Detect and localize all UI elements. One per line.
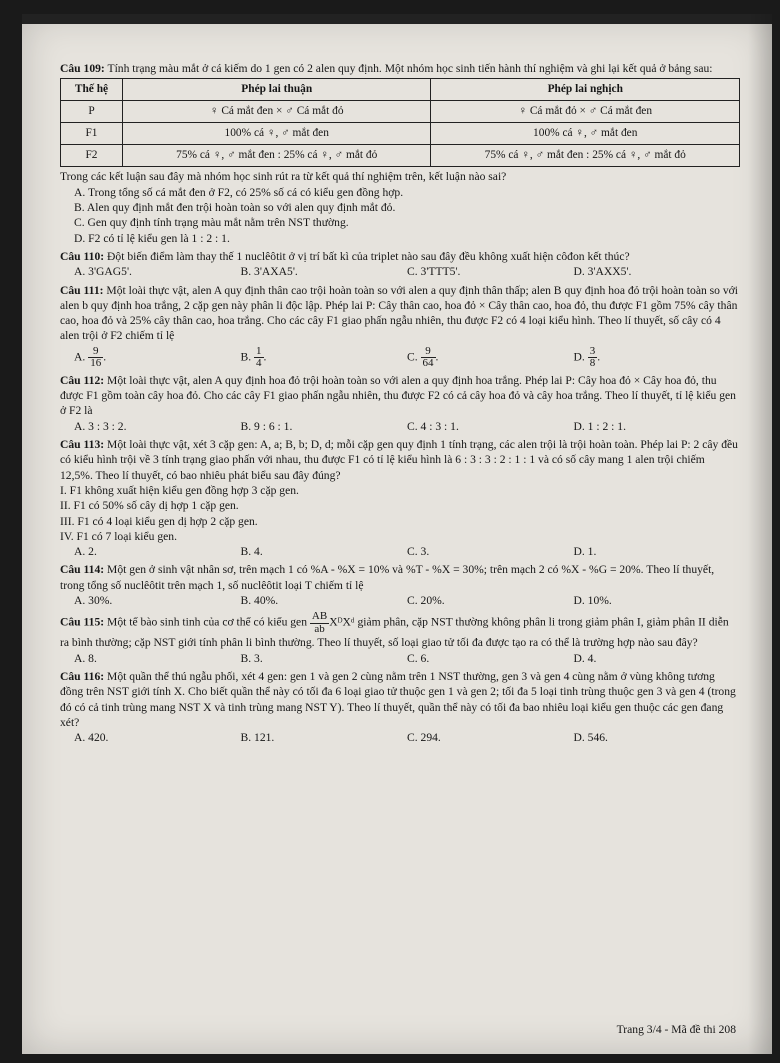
table-header: Thế hệ: [61, 79, 123, 101]
option-a: A. 30%.: [74, 594, 113, 607]
table-cell: ♀ Cá mắt đỏ × ♂ Cá mắt đen: [431, 101, 740, 123]
genotype-fraction: [310, 611, 329, 635]
question-label: Câu 115:: [60, 616, 105, 629]
option-c: C. Gen quy định tính trạng màu mắt nằm trên NST thường.: [74, 216, 349, 230]
question-text: Tính trạng màu mắt ở cá kiếm do 1 gen có 2 alen quy định. Một nhóm học sinh tiến hành thí nghiệm và ghi lại kết quả ở bảng sau:: [107, 62, 713, 75]
option-letter: B.: [240, 350, 252, 364]
numerator: 9: [88, 346, 103, 359]
exam-content: [60, 58, 740, 745]
table-cell: ♀ Cá mắt đen × ♂ Cá mắt đỏ: [122, 101, 431, 123]
question-label: Câu 113:: [60, 438, 105, 452]
question-text: Một loài thực vật, alen A quy định hoa đỏ trội hoàn toàn so với alen a quy định hoa trắng. Phép lai P: Cây hoa đỏ × Cây hoa đỏ, thu được F1 gồm toàn cây hoa đỏ. Cho các cây F1 giao phấn ngẫu nhiên, thu được F2 có cả cây hoa đỏ và cây hoa trắng. Theo lí thuyết, tỉ lệ kiểu gen ở F2 là: [60, 373, 736, 418]
question-text: Một loài thực vật, xét 3 cặp gen: A, a; B, b; D, d; mỗi cặp gen quy định 1 tính trạng, các alen trội là trội hoàn toàn. Phép lai P: 2 cây đều có kiểu hình trội về 3 tính trạng giao phấn với nhau, thu được F1 có tỉ lệ kiểu hình là 6 : 3 : 3 : 2 : 1 : 1 và có số cây mang 1 alen trội chiếm 12,5%. Theo lí thuyết, có bao nhiêu phát biểu sau đây đúng?: [60, 438, 738, 482]
denominator: 4: [256, 357, 262, 370]
question-label: Câu 116:: [60, 669, 105, 683]
option-a: A. Trong tổng số cá mắt đen ở F2, có 25% số cá có kiểu gen đồng hợp.: [74, 185, 404, 199]
table-row: [61, 101, 740, 123]
question-109: [60, 61, 740, 76]
option-c: C. 6.: [407, 651, 430, 665]
page-top-shadow: [22, 14, 772, 24]
option-d: D. 10%.: [573, 594, 612, 607]
question-text-continued: giảm phân, cặp NST thường không phân li trong giảm phân I, giảm phân II diễn ra bình thường; cặp NST giới tính phân li bình thường. Theo lí thuyết, số loại giao tử tối đa được tạo ra có thể là trường hợp nào sau đây?: [60, 616, 729, 650]
options-row: [60, 346, 740, 370]
option-b: B. 40%.: [240, 594, 279, 607]
question-111: [60, 283, 740, 344]
option-d: D. F2 có tỉ lệ kiểu gen là 1 : 2 : 1.: [74, 231, 230, 245]
options-row: [60, 419, 740, 434]
option-letter: D.: [573, 350, 585, 364]
genotype-denominator: ab: [314, 622, 325, 635]
page-footer: Trang 3/4 - Mã đề thi 208: [616, 1023, 736, 1036]
option-c: C. 3'TTT5'.: [407, 265, 461, 279]
denominator: 64: [422, 357, 434, 370]
table-cell: P: [61, 101, 123, 123]
fraction: [421, 346, 436, 370]
table-cell: F1: [61, 123, 123, 145]
question-115: [60, 611, 740, 650]
question-116: [60, 669, 740, 730]
option-c: C. 3.: [407, 545, 430, 559]
option-a: A. 420.: [74, 731, 109, 745]
question-label: Câu 111:: [60, 283, 104, 297]
option-a: A. $\frac{9}{16}$ .: [74, 344, 107, 370]
question-text: Một loài thực vật, alen A quy định thân cao trội hoàn toàn so với alen a quy định thân thấp; alen B quy định hoa đỏ trội hoàn toàn so với alen b quy định hoa trắng, 2 cặp gen này phân li độc lập. Phép lai P: Cây thân cao, hoa đỏ × Cây thân cao, hoa đỏ, thu được F1 gồm 75% cây thân cao, hoa đỏ và 25% cây thân cao, hoa trắng. Cho các cây F1 giao phấn ngẫu nhiên, thu được F2 có 4 loại kiểu hình. Theo lí thuyết, số cây có 4 alen trội ở F2 chiếm tỉ lệ: [60, 283, 739, 343]
question-followup: Trong các kết luận sau đây mà nhóm học sinh rút ra từ kết quả thí nghiệm trên, kết luận nào sai?: [60, 170, 507, 184]
question-label: Câu 109:: [60, 62, 105, 75]
table-header-row: [61, 79, 740, 101]
table-header: Phép lai thuận: [122, 79, 431, 101]
option-d: D. 546.: [573, 731, 608, 745]
option-b: B. 3.: [240, 651, 263, 665]
option-d: D. $\frac{3}{8}$ .: [573, 344, 601, 370]
option-b: B. 3'AXA5'.: [240, 265, 298, 279]
option-a: A. 3 : 3 : 2.: [74, 419, 127, 433]
question-text: Đột biến điểm làm thay thế 1 nuclêôtit ở vị trí bất kì của triplet nào sau đây đều không xuất hiện côđon kết thúc?: [107, 249, 630, 263]
fraction: [254, 346, 264, 370]
statement: I. F1 không xuất hiện kiểu gen đồng hợp 3 cặp gen.: [60, 483, 299, 497]
genotype-numerator: AB: [311, 610, 328, 623]
table-cell: 75% cá ♀, ♂ mắt đen : 25% cá ♀, ♂ mắt đỏ: [122, 145, 431, 167]
genotype-sex-chromosomes: XᴰXᵈ: [329, 616, 355, 629]
option-a: A. 2.: [74, 545, 97, 559]
option-c: C. 294.: [407, 731, 441, 745]
question-text: Một gen ở sinh vật nhân sơ, trên mạch 1 có %A - %X = 10% và %T - %X = 30%; trên mạch 2 có %X - %G = 20%. Theo lí thuyết, trong tổng số nuclêôtit trên mạch 1, số nuclêôtit loại T chiếm tỉ lệ: [60, 563, 715, 592]
numerator: 1: [256, 344, 262, 357]
question-label: Câu 112:: [60, 373, 105, 387]
question-label: Câu 110:: [60, 249, 105, 263]
option-b: B. 4.: [240, 545, 263, 559]
option-c: C. 20%.: [407, 594, 445, 607]
statement: IV. F1 có 7 loại kiểu gen.: [60, 529, 177, 543]
option-c: C. 4 : 3 : 1.: [407, 419, 459, 433]
question-label: Câu 114:: [60, 563, 105, 577]
statement: II. F1 có 50% số cây dị hợp 1 cặp gen.: [60, 499, 239, 513]
option-b: B. 9 : 6 : 1.: [240, 419, 293, 433]
question-text: Một tế bào sinh tinh của cơ thể có kiểu gen: [107, 616, 307, 629]
fraction: [88, 346, 103, 370]
option-d: D. 1 : 2 : 1.: [573, 419, 626, 433]
table-header: Phép lai nghịch: [431, 79, 740, 101]
numerator: 9: [421, 346, 436, 359]
options-row: [60, 544, 740, 559]
question-114: [60, 562, 740, 593]
denominator: 8: [589, 357, 596, 370]
question-112: [60, 373, 740, 419]
denominator: 16: [90, 357, 102, 370]
statement: III. F1 có 4 loại kiểu gen dị hợp 2 cặp gen.: [60, 514, 258, 528]
option-d: D. 3'AXX5'.: [573, 265, 632, 279]
option-letter: A.: [74, 350, 86, 364]
option-a: A. 8.: [74, 651, 97, 665]
table-row: [61, 145, 740, 167]
option-d: D. 4.: [573, 651, 597, 665]
question-110: [60, 249, 740, 264]
options-row: [60, 264, 740, 279]
question-113: [60, 437, 740, 483]
option-d: D. 1.: [573, 545, 597, 559]
page-edge-shadow: [748, 14, 772, 1054]
table-cell: F2: [61, 145, 123, 167]
table-cell: 100% cá ♀, ♂ mắt đen: [122, 123, 431, 145]
table-row: [61, 123, 740, 145]
options-row: [60, 593, 740, 608]
option-b: B. Alen quy định mắt đen trội hoàn toàn so với alen quy định mắt đỏ.: [74, 201, 396, 215]
options-row: [60, 651, 740, 666]
option-a: A. 3'GAG5'.: [74, 265, 132, 279]
table-cell: 75% cá ♀, ♂ mắt đen : 25% cá ♀, ♂ mắt đỏ: [431, 145, 740, 167]
exam-page: [22, 14, 772, 1054]
results-table: [60, 78, 740, 167]
options-row: [60, 730, 740, 745]
table-cell: 100% cá ♀, ♂ mắt đen: [431, 123, 740, 145]
question-text: Một quần thể thú ngẫu phối, xét 4 gen: gen 1 và gen 2 cùng nằm trên 1 NST thường, gen 3 và gen 4 cùng nằm ở vùng không tương đồng trên NST giới tính X. Cho biết quần thể này có tối đa 6 loại giao tử thuộc gen 1 và gen 2; tối đa 5 loại tinh trùng thuộc gen 3 và gen 4 (trong đó có cả tinh trùng mang NST X và tinh trùng mang NST Y). Theo lí thuyết, quần thể này có tối đa bao nhiêu loại kiểu gen thuộc các gen đang xét?: [60, 669, 736, 729]
option-c: C. $\frac{9}{64}$ .: [407, 344, 439, 370]
option-letter: C.: [407, 350, 418, 364]
option-b: B. 121.: [240, 731, 275, 745]
option-b: B. $\frac{1}{4}$ .: [240, 344, 267, 370]
fraction: [588, 346, 598, 370]
numerator: 3: [589, 344, 596, 357]
